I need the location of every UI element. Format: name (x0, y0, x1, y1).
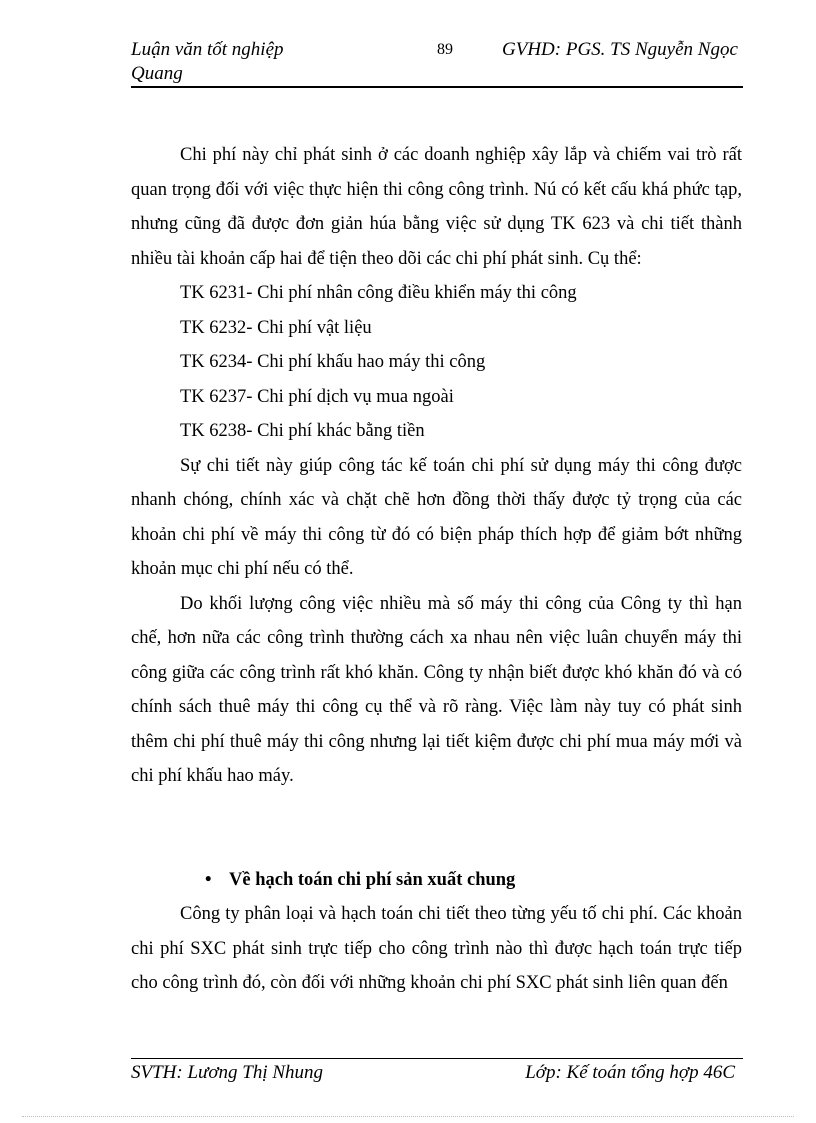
paragraph-3: Do khối lượng công việc nhiều mà số máy thi công của Công ty thì hạn chế, hơn nữa các công trình thường cách xa nhau nên việc luân chuyển máy thi công giữa các công trình rất khó khăn. Công ty nhận biết được khó khăn đó và có chính sách thuê máy thi công cụ thể và rõ ràng. Việc làm này tuy có phát sinh thêm chi phí thuê máy thi công nhưng lại tiết kiệm được chi phí mua máy mới và chi phí khấu hao máy. (131, 593, 742, 786)
section-gap (131, 794, 742, 863)
header-rule (131, 86, 743, 88)
account-item: TK 6234- Chi phí khấu hao máy thi công (180, 352, 486, 372)
paragraph-4: Công ty phân loại và hạch toán chi tiết theo từng yếu tố chi phí. Các khoản chi phí SXC phát sinh trực tiếp cho công trình nào thì được hạch toán trực tiếp cho công trình đó, còn đối với những khoản chi phí SXC phát sinh liên quan đến (131, 904, 742, 993)
account-item: TK 6238- Chi phí khác bằng tiền (180, 421, 425, 441)
page-body (131, 138, 742, 1001)
footer-right: Lớp: Kế toán tổng hợp 46C (525, 1062, 735, 1083)
paragraph-1: Chi phí này chỉ phát sinh ở các doanh nghiệp xây lắp và chiếm vai trò rất quan trọng đối với việc thực hiện thi công công trình. Nú có kết cấu khá phức tạp, nhưng cũng đã được đơn giản húa bằng việc sử dụng TK 623 và chi tiết thành nhiều tài khoản cấp hai để tiện theo dõi các chi phí phát sinh. Cụ thể: (131, 145, 742, 269)
footer-rule (131, 1058, 743, 1059)
section-heading (131, 863, 742, 898)
footer-left: SVTH: Lương Thị Nhung (131, 1062, 324, 1083)
header-left: Luận văn tốt nghiệp Quang (131, 39, 284, 84)
account-item: TK 6231- Chi phí nhân công điều khiển máy thi công (180, 283, 577, 303)
page-number: 89 (437, 41, 453, 58)
account-item: TK 6232- Chi phí vật liệu (180, 317, 372, 338)
header-right: GVHD: PGS. TS Nguyễn Ngọc (502, 39, 738, 60)
paragraph-2: Sự chi tiết này giúp công tác kế toán chi phí sử dụng máy thi công được nhanh chóng, chính xác và chặt chẽ hơn đồng thời thấy được tỷ trọng của các khoản chi phí về máy thi công từ đó có biện pháp thích hợp để giảm bớt những khoản mục chi phí nếu có thể. (131, 455, 742, 579)
section-heading-label: Về hạch toán chi phí sản xuất chung (229, 869, 516, 890)
account-item: TK 6237- Chi phí dịch vụ mua ngoài (180, 386, 454, 407)
bullet-icon: • (205, 869, 212, 890)
page-edge (22, 1116, 794, 1117)
